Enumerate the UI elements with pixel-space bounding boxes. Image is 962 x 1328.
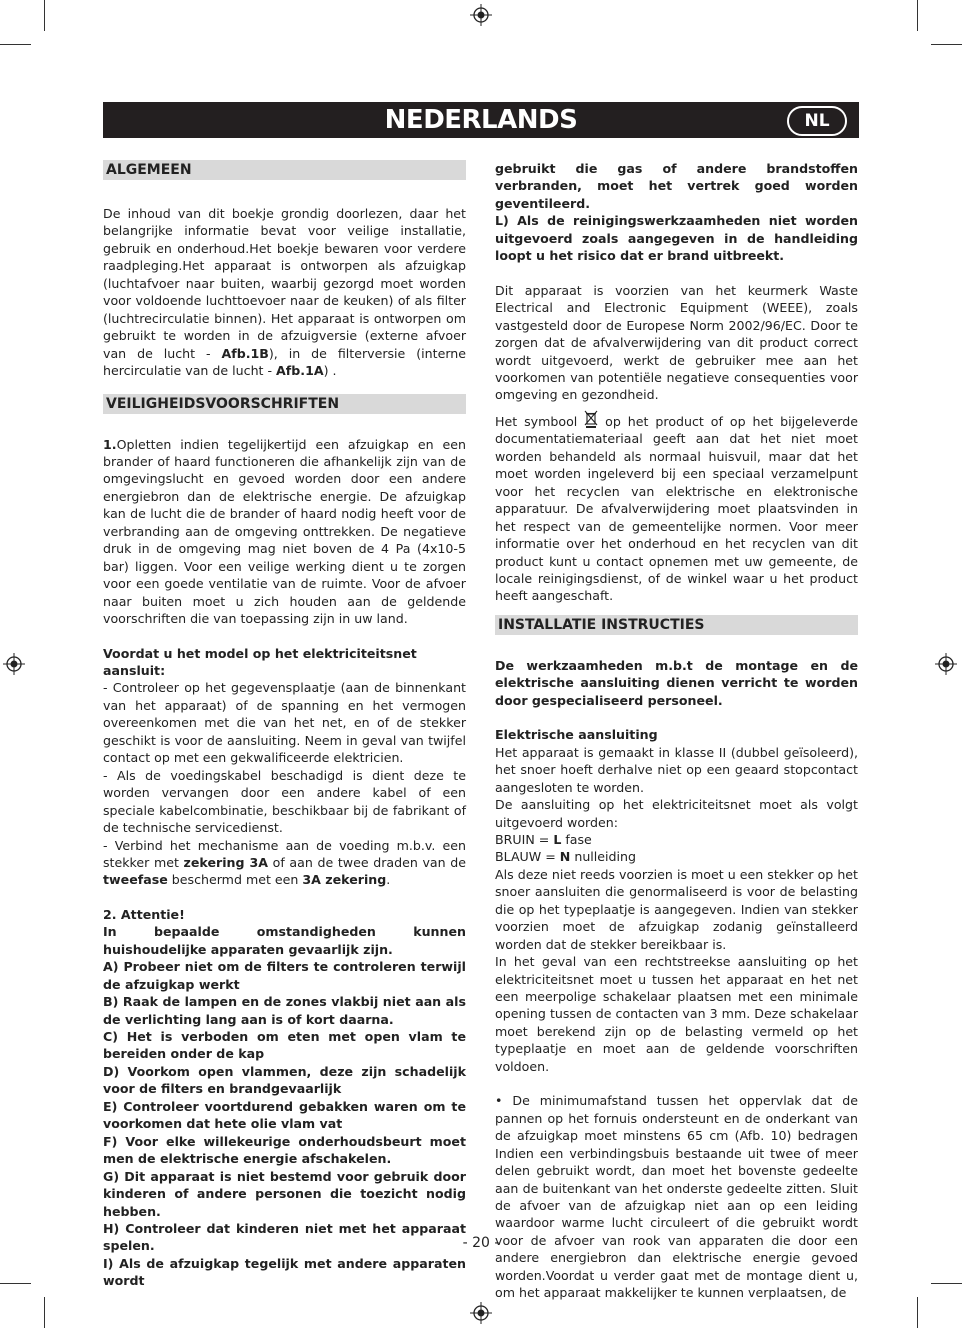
language-badge: NL [787,106,847,136]
language-banner [103,102,859,138]
electrical-heading: Elektrische aansluiting [495,727,658,743]
attention-item: G) Dit apparaat is niet bestemd voor gebruik door kinderen of andere personen die toezicht nodig hebben. [103,1168,466,1219]
registration-mark-icon [470,4,492,26]
page-number: - 20 - [462,1235,500,1251]
section-heading-algemeen: ALGEMEEN [103,160,466,180]
attention-item: C) Het is verboden om eten met open vlam te bereiden onder de kap [103,1029,466,1062]
crop-mark [44,0,45,31]
section-heading-installatie: INSTALLATIE INSTRUCTIES [495,615,858,635]
attention-item: E) Controleer voortdurend gebakken waren om te voorkomen dat hete olie vlam vat [103,1098,466,1132]
crop-mark [931,1283,962,1284]
attention-item: B) Raak de lampen en de zones vlakbij niet aan als de verlichting lang aan is of kort daarna. [103,994,466,1027]
attention-item: F) Voor elke willekeurige onderhoudsbeurt moet men de elektrische energie afschakelen. [103,1133,466,1167]
section-heading-veiligheid: VEILIGHEIDSVOORSCHRIFTEN [103,394,466,414]
electrical-paragraph-1: Het apparaat is gemaakt in klasse II (dubbel geïsoleerd), het snoer hoeft derhalve niet op een geaard stopcontact aangesloten te worden. [495,744,858,795]
electrical-paragraph-4: In het geval van een rechtstreekse aansluiting op het elektriciteitsnet moet u tussen het apparaat en het net een meerpolige schakelaar plaatsen met een minimale opening tussen de contacten van 3 mm. Deze schakelaar moet berekend zijn op de belasting vermeld op het typeplaatje en moet aan de geldende voorschriften voldoen. [495,954,858,1074]
wire-blue: BLAUW = N nulleiding [495,849,637,865]
attention-item-continued: gebruikt die gas of andere brandstoffen verbranden, moet het vertrek goed worden geventileerd. [495,161,858,211]
attention-item: H) Controleer dat kinderen niet met het apparaat spelen. [103,1221,466,1254]
electrical-paragraph-2: De aansluiting op het elektriciteitsnet moet als volgt uitgevoerd worden: [495,797,858,830]
attention-item: L) Als de reinigingswerkzaamheden niet worden uitgevoerd zoals aangegeven in de handleiding loopt u het risico dat er brand uitbreekt. [495,213,858,264]
left-column [103,160,466,1290]
attention-heading: 2. Attentie! [103,906,185,922]
attention-item: I) Als de afzuigkap tegelijk met andere apparaten wordt [103,1255,466,1289]
crop-mark [0,44,31,45]
crop-mark [931,44,962,45]
registration-mark-icon [935,653,957,675]
attention-item: A) Probeer niet om de filters te controleren terwijl de afzuigkap werkt [103,959,466,992]
intro-paragraph: De inhoud van dit boekje grondig doorlezen, daar het belangrijke informatie bevat voor veilige installatie, gebruik en onderhoud.Het boekje bewaren voor verdere raadpleging.Het apparaat is ontworpen als afzuigkap (luchtafvoer naar buiten, waarbij gezorgd moet worden voor voldoende luchttoevoer naar de keuken) of als filter (luchtrecirculatie binnen). Het apparaat is ontworpen om gebruikt te worden in de afzuigversie (externe afvoer van de lucht - Afb.1B), in de filterversie (interne hercirculatie van de lucht - Afb.1A) . [103,206,467,379]
weee-paragraph-2: Het symbool op het product of op het bijgeleverde documentatiemateriaal geeft aan dat het niet moet worden behandeld als normaal huisvuil, maar dat het moet worden ingeleverd bij een speciaal verzamelpunt voor het recyclen van elektrische en elektronische apparatuur. De afvalverwijdering moet plaatsvinden in het respect van de gemeentelijke normen. Voor meer informatie over het onderhoud en het recyclen van dit product kunt u contact opnemen met uw gemeente, de locale reinigingsdienst, of de winkel waar u het product heeft aangeschaft. [495,410,858,605]
electrical-paragraph-3: Als deze niet reeds voorzien is moet u een stekker op het snoer aansluiten die genormaliseerd is voor de belasting die op het typeplaatje is aangegeven. Indien van stekker voorzien moet de afzuigkap zodanig geïnstalleerd worden dat de stekker bereikbaar is. [495,866,858,952]
grid-item-2: - Als de voedingskabel beschadigd is dient deze te worden vervangen door een andere kabel of een speciale kabelcombinatie, beschikbaar bij de fabrikant of de technische servicedienst. [103,767,466,836]
page-title: NEDERLANDS [384,105,578,135]
crop-mark [917,1297,918,1328]
distance-paragraph: • De minimumafstand tussen het oppervlak dat de pannen op het fornuis ondersteunt en de onderkant van de afzuigkap moet minstens 65 cm (Afb. 10) bedragen Indien een verbindingsbuis bestaande uit twee of meer delen gebruikt wordt, dan moet het bovenste gedeelte aan de buitenkant van het onderste gedeelte zitten. Sluit de afvoer van de afzuigkap niet aan op een leiding waardoor warme lucht circuleert of die gebruikt wordt voor de afvoer van rook van apparaten die door een andere energiebron dan elektrische energie gevoed worden.Voordat u verder gaat met de montage dient u, om het apparaat makkelijker te kunnen verplaatsen, de [495,1093,858,1301]
crossed-bin-icon [584,410,598,428]
grid-item-3: - Verbind het mechanisme aan de voeding m.b.v. een stekker met zekering 3A of aan de twee draden van de tweefase beschermd met een 3A zekering. [103,837,466,888]
right-column [495,160,858,1302]
crop-mark [44,1297,45,1328]
crop-mark [917,0,918,31]
attention-item: D) Voorkom open vlammen, deze zijn schadelijk voor de filters en brandgevaarlijk [103,1063,466,1097]
registration-mark-icon [470,1302,492,1324]
registration-mark-icon [3,653,25,675]
safety-paragraph-1: 1.Opletten indien tegelijkertijd een afzuigkap en een brander of haard functioneren die afhankelijk zijn van de omgevingslucht en gevoed worden door een andere energiebron dan de elektrische energie. De afzuigkap kan de lucht die de brander of haard nodig heeft voor de verbranding aan de omgeving onttrekken. De negatieve druk in de omgeving mag niet boven de 4 Pa (4x10-5 bar) liggen. Voor een veilige werking dient u te zorgen voor een goede ventilatie van de ruimte. Voor de afvoer naar buiten moet u zich houden aan de geldende voorschriften die van toepassing zijn in uw land. [103,436,466,627]
grid-item-1: - Controleer op het gegevensplaatje (aan de binnenkant van het apparaat) of de spanning en het vermogen overeenkomen met die van het net, en of de stekker geschikt is voor de aansluiting. Neem in geval van twijfel contact op met een gekwalificeerde elektricien. [103,680,466,766]
grid-connection-heading: Voordat u het model op het elektriciteitsnet aansluit: [103,645,417,678]
weee-paragraph-1: Dit apparaat is voorzien van het keurmerk Waste Electrical and Electronic Equipment (WEEE), zoals vastgesteld door de Europese Norm 2002/96/EC. Door te zorgen dat de afvalverwijdering van dit product correct wordt uitgevoerd, werkt de gebruiker mee aan het voorkomen van potentiële negatieve consequenties voor omgeving en gezondheid. [495,282,858,403]
attention-intro: In bepaalde omstandigheden kunnen huishoudelijke apparaten gevaarlijk zijn. [103,924,466,957]
crop-mark [0,1283,31,1284]
installation-warning: De werkzaamheden m.b.t de montage en de elektrische aansluiting dienen verricht te worden door gespecialiseerd personeel. [495,657,858,708]
wire-brown: BRUIN = L fase [495,831,592,847]
